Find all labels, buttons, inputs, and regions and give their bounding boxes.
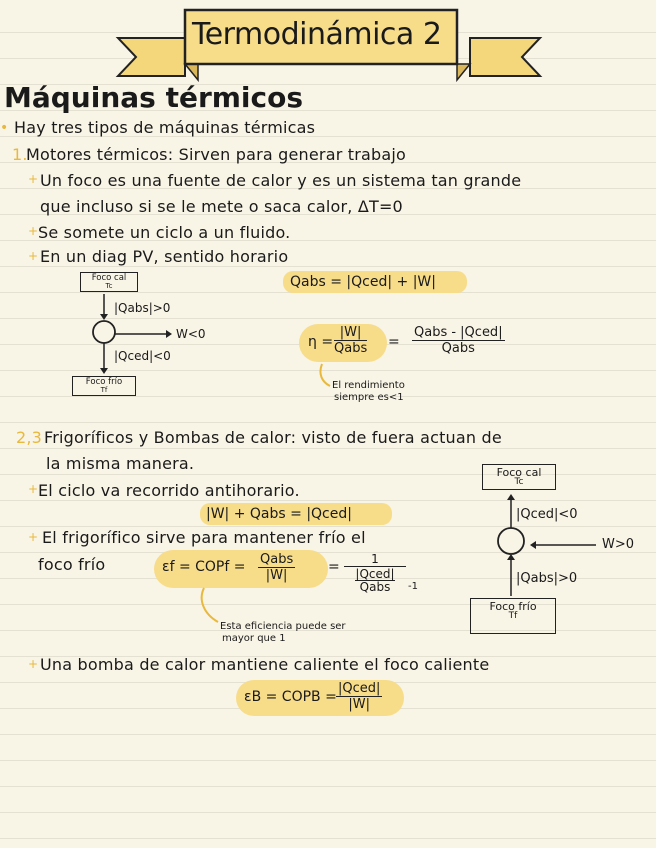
bullet-plus: +: [28, 172, 39, 186]
cold-reservoir-box: Foco frío Tf: [72, 376, 136, 396]
fridge-energy-balance: |W| + Qabs = |Qced|: [206, 506, 352, 522]
bullet-plus: +: [28, 482, 39, 496]
cop-heatpump-lhs: εB = COPB =: [244, 689, 337, 705]
section1-bullet-1-cont: que incluso si se le mete o saca calor, ΔT=0: [40, 197, 403, 216]
section2-title: Frigoríficos y Bombas de calor: visto de fuera actuan de: [44, 428, 502, 447]
cop-heatpump-fraction: |Qced| |W|: [338, 681, 381, 712]
section1-bullet-1: Un foco es una fuente de calor y es un sistema tan grande: [40, 171, 522, 190]
intro-text: Hay tres tipos de máquinas térmicas: [14, 118, 316, 137]
cop-note-line-1: Esta eficiencia puede ser: [220, 621, 346, 632]
fridge-hot-reservoir-box: Foco cal Tc: [482, 464, 556, 490]
energy-balance-equation: Qabs = |Qced| + |W|: [290, 274, 436, 290]
section2-title-cont: la misma manera.: [46, 454, 195, 473]
bullet-plus: +: [28, 249, 39, 263]
eta-fraction: |W| Qabs: [334, 325, 368, 356]
section2-bullet-3: Una bomba de calor mantiene caliente el foco caliente: [40, 655, 490, 674]
bullet-plus: +: [28, 657, 39, 671]
section1-title: Motores térmicos: Sirven para generar trabajo: [26, 145, 407, 164]
section2-number: 2,3: [16, 428, 43, 447]
page-title: Termodinámica 2: [192, 17, 442, 52]
cop-fridge-minus-one: -1: [408, 581, 418, 592]
section1-bullet-3: En un diag PV, sentido horario: [40, 247, 289, 266]
section1-number: 1.: [12, 145, 28, 164]
eta-fraction-expanded: Qabs - |Qced| Qabs: [414, 325, 503, 356]
eta-equals: =: [388, 334, 400, 350]
engine-work-label: W<0: [176, 327, 206, 341]
eta-note-line-1: El rendimiento: [332, 380, 405, 391]
fridge-work-label: W>0: [602, 537, 635, 552]
cop-fridge-equals: =: [328, 559, 340, 575]
section-heading: Máquinas térmicos: [4, 81, 304, 114]
cop-fridge-lhs: εf = COPf =: [162, 559, 246, 575]
section2-bullet-1: El ciclo va recorrido antihorario.: [38, 481, 300, 500]
cop-note-line-2: mayor que 1: [222, 633, 286, 644]
fridge-q-abs-label: |Qabs|>0: [516, 571, 578, 586]
eta-note-line-2: siempre es<1: [334, 392, 404, 403]
eta-symbol: η =: [308, 334, 334, 350]
bullet-dot: •: [0, 120, 9, 136]
fridge-q-ced-label: |Qced|<0: [516, 507, 578, 522]
engine-q-abs-label: |Qabs|>0: [114, 301, 171, 315]
cop-fridge-fraction: Qabs |W|: [260, 552, 294, 583]
engine-q-ced-label: |Qced|<0: [114, 349, 171, 363]
hot-reservoir-box: Foco cal Tc: [80, 272, 138, 292]
cop-fridge-fraction-expanded: 1 |Qced| Qabs: [344, 553, 406, 593]
section1-bullet-2: Se somete un ciclo a un fluido.: [38, 223, 291, 242]
bullet-plus: +: [28, 224, 39, 238]
fridge-cold-reservoir-box: Foco frío Tf: [470, 598, 556, 634]
bullet-plus: +: [28, 530, 39, 544]
section2-bullet-2: El frigorífico sirve para mantener frío el: [42, 528, 366, 547]
section2-bullet-2-cont: foco frío: [38, 555, 106, 574]
